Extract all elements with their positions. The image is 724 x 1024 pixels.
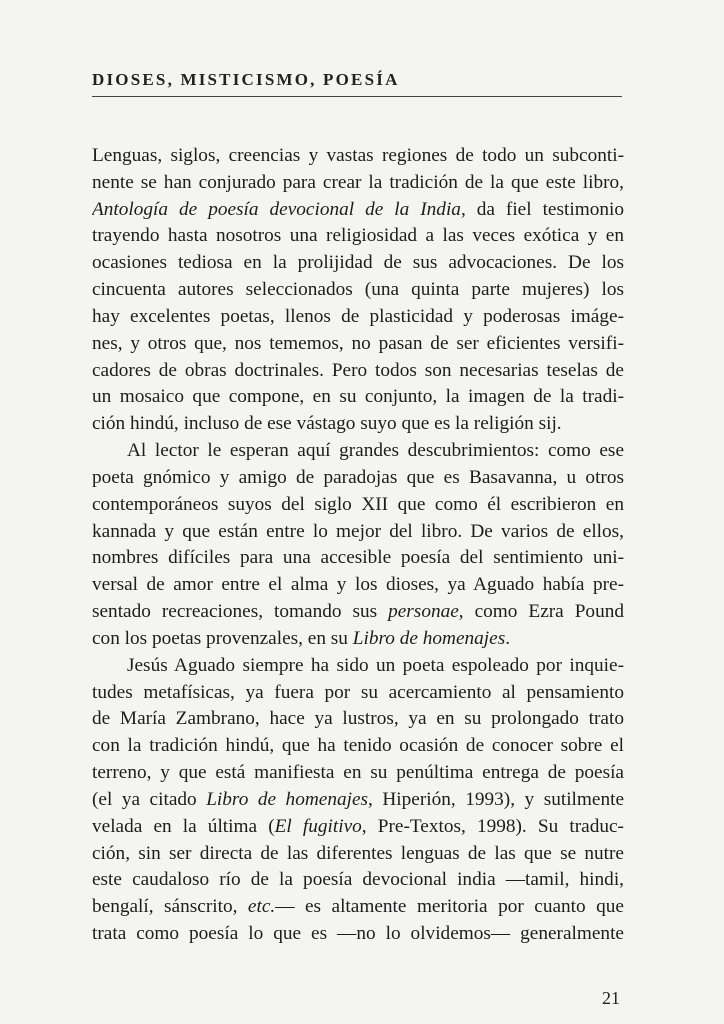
text-line — [92, 465, 624, 492]
text-line — [92, 599, 624, 626]
text-line — [92, 438, 624, 465]
text-span: ocasiones tediosa en la prolijidad de sus advocaciones. De los — [92, 252, 624, 274]
text-span: . — [505, 627, 511, 649]
text-line — [92, 894, 624, 921]
italic-text-span: Antología de poesía devocional de la India — [92, 198, 461, 220]
italic-text-span: Libro de homenajes — [352, 627, 506, 649]
text-line — [92, 384, 624, 411]
text-span: ción, sin ser directa de las diferentes lenguas de las que se nutre — [92, 842, 624, 864]
text-span: tudes metafísicas, ya fuera por su acercamiento al pensamiento — [92, 681, 624, 703]
text-span: ción hindú, incluso de ese vástago suyo que es la religión sij. — [92, 413, 562, 435]
text-line — [92, 760, 624, 787]
text-span: contemporáneos suyos del siglo XII que como él escribieron en — [92, 493, 624, 515]
text-span: este caudaloso río de la poesía devocional india —tamil, hindi, — [92, 869, 624, 891]
text-line — [92, 358, 624, 385]
text-span: trata como poesía lo que es —no lo olvidemos— generalmente — [92, 923, 624, 945]
text-line — [92, 304, 624, 331]
text-span: cadores de obras doctrinales. Pero todos son necesarias teselas de — [92, 359, 624, 381]
text-line — [92, 197, 624, 224]
page-number: 21 — [602, 988, 620, 1008]
text-span: cincuenta autores seleccionados (una quinta parte mujeres) los — [92, 279, 624, 301]
text-span: versal de amor entre el alma y los dioses, ya Aguado había pre- — [92, 574, 624, 596]
text-span: kannada y que están entre lo mejor del libro. De varios de ellos, — [92, 520, 624, 542]
text-span: un mosaico que compone, en su conjunto, la imagen de la tradi- — [92, 386, 624, 408]
text-line — [92, 653, 624, 680]
text-span: bengalí, sánscrito, — [92, 896, 248, 918]
text-line — [92, 867, 624, 894]
italic-text-span: personae — [388, 601, 459, 623]
text-span: hay excelentes poetas, llenos de plasticidad y poderosas imáge- — [92, 305, 624, 327]
text-line — [92, 277, 624, 304]
italic-text-span: Libro de homenajes — [206, 788, 369, 810]
text-span: sentado recreaciones, tomando sus — [92, 601, 389, 623]
text-line — [92, 706, 624, 733]
text-span: nente se han conjurado para crear la tradición de la que este libro, — [92, 171, 624, 193]
text-span: Lenguas, siglos, creencias y vastas regiones de todo un subconti- — [92, 145, 624, 166]
text-line — [92, 492, 624, 519]
text-line — [92, 143, 624, 170]
body-text — [92, 143, 624, 948]
text-span: nombres difíciles para una accesible poesía del sentimiento uni- — [92, 547, 624, 569]
text-line — [92, 787, 624, 814]
text-span: trayendo hasta nosotros una religiosidad a las veces exótica y en — [92, 225, 624, 247]
running-head-title: DIOSES, MISTICISMO, POESÍA — [92, 70, 400, 89]
text-line — [92, 519, 624, 546]
text-line — [92, 733, 624, 760]
text-line — [92, 841, 624, 868]
text-span: de María Zambrano, hace ya lustros, ya en su prolongado trato — [92, 708, 624, 730]
text-line — [92, 223, 624, 250]
text-span: poeta gnómico y amigo de paradojas que es Basavanna, u otros — [92, 466, 624, 488]
text-line — [92, 680, 624, 707]
text-span: , como Ezra Pound — [458, 601, 624, 623]
italic-text-span: etc. — [247, 896, 276, 918]
text-span: con los poetas provenzales, en su — [92, 627, 353, 649]
text-span: — es altamente meritoria por cuanto que — [275, 896, 624, 918]
text-span: con la tradición hindú, que ha tenido ocasión de conocer sobre el — [92, 735, 624, 757]
header-rule — [92, 96, 622, 97]
italic-text-span: El fugitivo — [274, 815, 362, 837]
text-line — [92, 545, 624, 572]
text-span: Al lector le esperan aquí grandes descubrimientos: como ese — [127, 440, 624, 462]
text-span: , da fiel testimonio — [460, 198, 624, 220]
text-line — [92, 814, 624, 841]
text-span: , Pre-Textos, 1998). Su traduc- — [361, 815, 624, 837]
text-span: Jesús Aguado siempre ha sido un poeta espoleado por inquie- — [127, 654, 624, 676]
text-line — [92, 250, 624, 277]
text-line — [92, 331, 624, 358]
text-line — [92, 170, 624, 197]
text-line — [92, 626, 624, 653]
text-span: terreno, y que está manifiesta en su penúltima entrega de poesía — [92, 762, 624, 784]
text-span: nes, y otros que, nos tememos, no pasan de ser eficientes versifi- — [92, 332, 624, 354]
text-line — [92, 411, 624, 438]
text-line — [92, 572, 624, 599]
text-span: velada en la última ( — [92, 815, 275, 837]
text-span: (el ya citado — [92, 788, 207, 810]
text-line — [92, 921, 624, 948]
text-span: , Hiperión, 1993), y sutilmente — [368, 788, 624, 810]
